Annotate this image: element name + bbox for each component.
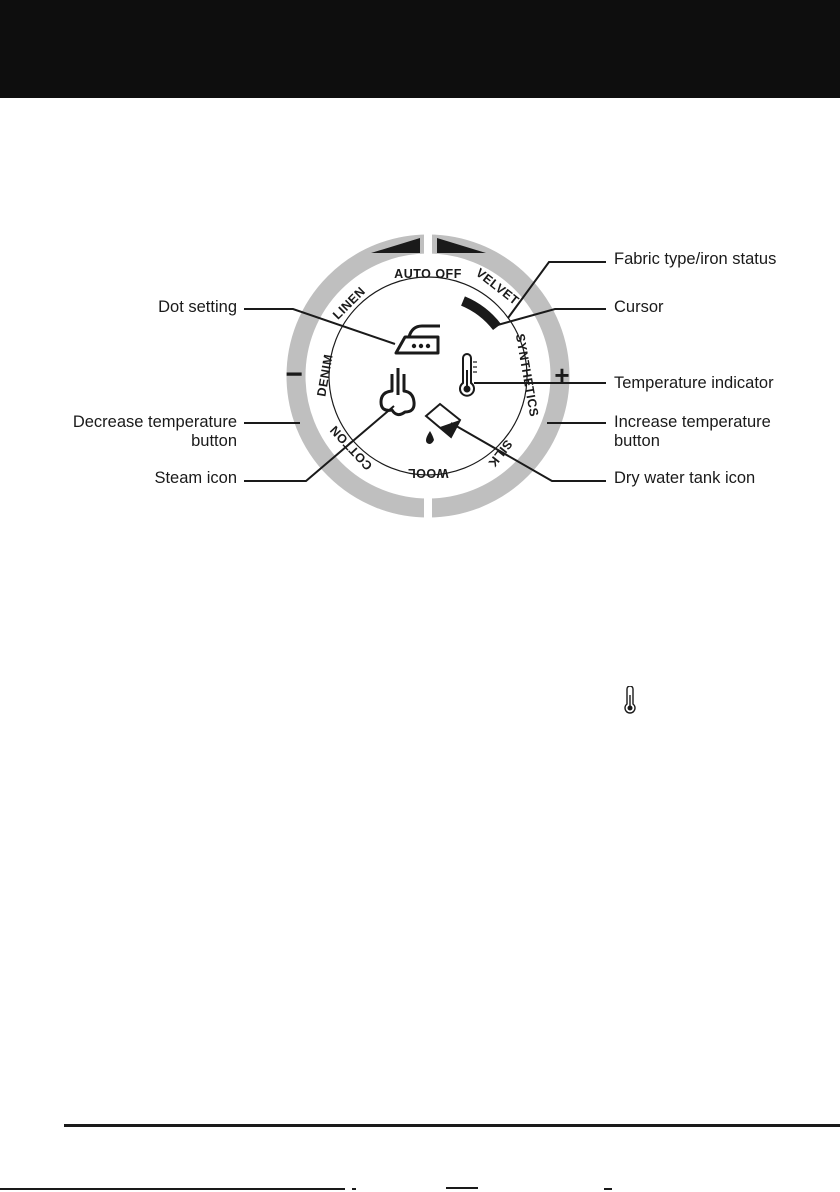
fabric-label-silk: SILK [485,437,516,470]
steam-icon [381,368,414,415]
fabric-label-cotton: COTTON [327,422,376,473]
increase-temperature-button[interactable]: + [554,360,570,390]
fabric-label-denim: DENIM [314,353,336,398]
fabric-label-synthetics: SYNTHETICS [512,332,542,418]
callout-cursor: Cursor [614,298,664,316]
callout-dot-setting: Dot setting [158,298,237,316]
decrease-temperature-button[interactable]: − [285,358,303,391]
footer-rule [64,1124,840,1127]
fabric-label-velvet: VELVET [473,265,522,308]
cursor-bar [463,301,497,327]
callout-temperature-indicator: Temperature indicator [614,374,774,392]
callout-steam-icon: Steam icon [154,469,237,487]
fabric-label-wool: WOOL [407,466,449,480]
fabric-label-linen: LINEN [330,284,369,323]
thermometer-icon [460,354,477,396]
ring-gap-top [424,230,432,264]
fabric-label-auto-off: AUTO OFF [394,267,462,281]
water-tank-icon [426,404,460,444]
ring-gap-bottom [424,490,432,524]
bottom-scan-artifacts [0,1186,840,1192]
iron-icon [396,326,440,353]
callout-increase-temperature [614,413,771,451]
callout-dry-tank: Dry water tank icon [614,469,756,487]
callout-fabric-type: Fabric type/iron status [614,250,777,268]
inner-circle [329,277,527,475]
callout-increase-line2: button [614,432,660,450]
callout-increase-line1: Increase temperature [614,413,771,431]
callout-decrease-temperature [73,413,237,451]
callout-decrease-line1: Decrease temperature [72,413,237,431]
callout-decrease-line2: button [191,432,237,450]
small-thermometer-icon [622,686,638,714]
